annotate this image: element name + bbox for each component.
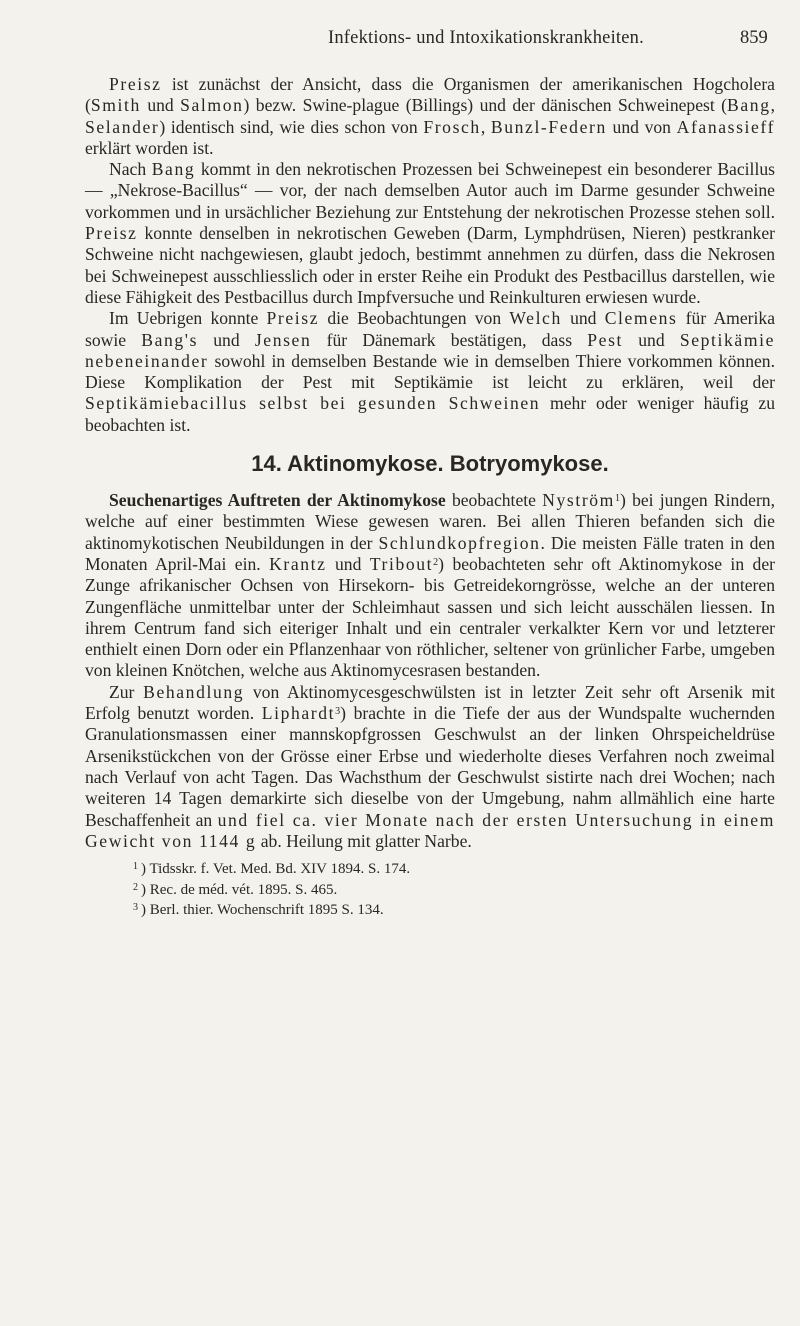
text-run: konnte denselben in nekrotischen Geweben (Darm, Lymphdrüsen, Nieren) pestkranker Schweine nicht nachgewiesen, glaubt jedoch, bestimmt annehmen zu dürfen, dass die Nekrosen bei Schweinepest ausschliesslich oder in erster Reihe ein Produkt des Pestbacillus darstellen, wie diese Fähigkeit des Pestbacillus durch Impfversuche und Reinkulturen erwiesen wurde. <box>85 223 775 307</box>
author-name: Liphardt <box>261 703 336 724</box>
text-run: und <box>561 308 605 329</box>
footnote-ref: 3 <box>335 706 341 718</box>
text-run: mehr oder weniger häufig zu beobachten ist. <box>85 393 775 435</box>
text-run: Im Uebrigen konnte <box>109 308 267 329</box>
text-run: ist zunächst der Ansicht, dass die Organismen der amerikanischen Hogcholera ( <box>85 74 775 116</box>
author-name: Welch <box>509 308 562 329</box>
page-number: 859 <box>740 28 768 48</box>
author-name: Nyström <box>542 490 615 511</box>
footnote-mark: 1 <box>133 861 138 873</box>
footnote-mark: 3 <box>133 902 138 914</box>
lead-in-heading: Seuchenartiges Auftreten der Aktinomykose <box>109 490 446 511</box>
author-name: Tribout <box>369 553 434 574</box>
text-run: , <box>480 116 491 137</box>
footnote <box>85 899 775 920</box>
author-name: Clemens <box>604 308 678 329</box>
running-title: Infektions- und Intoxikationskrankheiten. <box>328 28 644 48</box>
text-run: erklärt worden ist. <box>85 137 214 158</box>
footnote-mark: 2 <box>133 881 138 893</box>
text-run: und <box>198 329 255 350</box>
text-run: beobachtete <box>445 490 543 511</box>
author-name: Preisz <box>85 223 138 244</box>
footnote-ref: 2 <box>433 556 439 568</box>
author-name: Selander <box>85 116 160 137</box>
emphasis: Pest <box>587 329 624 350</box>
text-run: . Die meisten Fälle traten in den Monaten April-Mai ein. <box>85 532 776 574</box>
author-name: Preisz <box>109 74 162 94</box>
text-run: ) identisch sind, wie dies schon von <box>159 116 424 137</box>
footnote <box>85 858 775 879</box>
author-name: Bang's <box>141 329 199 350</box>
text-run: und von <box>606 116 677 137</box>
paragraph-nekrose-bacillus <box>85 159 775 308</box>
author-name: Krantz <box>269 553 327 574</box>
author-name: Bunzl-Federn <box>490 116 607 137</box>
text-run: und <box>623 329 680 350</box>
body-text <box>85 74 775 920</box>
emphasis: Behandlung <box>143 681 245 702</box>
running-head <box>0 28 800 52</box>
text-run: ab. Heilung mit glatter Narbe. <box>256 830 472 851</box>
text-run: von Aktinomycesgeschwülsten ist in letzter Zeit sehr oft Arsenik mit Erfolg benutzt worden. <box>85 681 775 724</box>
emphasis: Septikämie nebeneinander <box>85 329 775 371</box>
text-run: für Dänemark bestätigen, dass <box>311 329 588 350</box>
paragraph-seuchenartiges-auftreten <box>85 490 775 682</box>
text-run: ) beobachteten sehr oft Aktinomykose in der Zunge afrikanischer Ochsen von Hirsekorn- bis Getreidekorngrösse, welche an der unteren Zungenfläche unmittelbar unter der Schleimhaut sassen und sich leicht ausschälen liessen. In ihrem Centrum fand sich eiteriger Inhalt und ein centraler verkalkter Kern vor und letzterer enthielt einen Dorn oder ein Pflanzenhaar von röthlicher, seltener von grünlicher Farbe, umgeben von kleinen Knötchen, welche aus Aktinomycesrasen bestanden. <box>85 553 776 681</box>
paragraph-behandlung <box>85 682 775 852</box>
text-run: für Amerika sowie <box>85 308 775 350</box>
author-name: Preisz <box>266 308 320 329</box>
footnote-text: ) Tidsskr. f. Vet. Med. Bd. XIV 1894. S. 174. <box>141 861 411 878</box>
paragraph-septikaemie <box>85 308 775 436</box>
section-heading: 14. Aktinomykose. Botryomykose. <box>251 451 609 477</box>
text-run: ) brachte in die Tiefe der aus der Wundspalte wuchernden Granulationsmassen einer mannskopfgrossen Geschwulst an der linken Ohrspeicheldrüse Arsenikstückchen von der Grösse einer Erbse und wiederholte dieses Verfahren noch zweimal nach Verlauf von acht Tagen. Das Wachsthum der Geschwulst sistirte nach drei Wochen; nach weiteren 14 Tagen demarkirte sich dieselbe von der Umgebung, nahm allmählich eine harte Beschaffenheit an <box>85 703 775 830</box>
text-run: die Beobachtungen von <box>319 308 510 329</box>
footnote-ref: 1 <box>614 493 620 505</box>
footnote <box>85 879 775 900</box>
text-run: , <box>770 95 775 116</box>
text-run: und <box>140 95 181 116</box>
footnote-text: ) Berl. thier. Wochenschrift 1895 S. 134. <box>141 902 384 919</box>
text-run: und <box>326 553 370 574</box>
author-name: Afanassieff <box>676 116 776 137</box>
footnote-text: ) Rec. de méd. vét. 1895. S. 465. <box>141 881 338 898</box>
author-name: Jensen <box>254 329 312 350</box>
author-name: Smith <box>90 95 141 116</box>
author-name: Salmon <box>180 95 244 116</box>
footnotes <box>85 858 775 920</box>
emphasis: Schlundkopfregion <box>378 532 541 553</box>
text-run: ) bei jungen Rindern, welche auf einer bestimmten Wiese gewesen waren. Bei allen Thieren befanden sich die aktinomykotischen Neubildungen in der <box>85 490 775 553</box>
author-name: Bang <box>727 95 771 116</box>
text-run: Zur <box>109 681 144 702</box>
author-name: Bang <box>151 159 196 180</box>
text-run: kommt in den nekrotischen Prozessen bei Schweinepest ein besonderer Bacillus — „Nekrose-Bacillus“ — vor, der nach demselben Autor auch im Darme gesunder Schweine vorkommen und in ursächlicher Beziehung zur Entstehung der nekrotischen Prozesse stehen soll. <box>85 159 775 222</box>
author-name: Frosch <box>423 116 481 137</box>
emphasis: und fiel ca. vier Monate nach der ersten Untersuchung in einem Gewicht von 1144 g <box>85 809 775 851</box>
emphasis: Septikämiebacillus selbst bei gesunden Schweinen <box>85 393 541 414</box>
paragraph-preisz-opinion <box>85 74 775 159</box>
text-run: ) bezw. Swine-plague (Billings) und der dänischen Schweinepest ( <box>243 95 728 116</box>
text-run: sowohl in demselben Bestande wie in demselben Thiere vorkommen können. Diese Komplikation der Pest mit Septikämie ist leicht zu erklären, weil der <box>85 350 775 393</box>
text-run: Nach <box>109 159 152 180</box>
